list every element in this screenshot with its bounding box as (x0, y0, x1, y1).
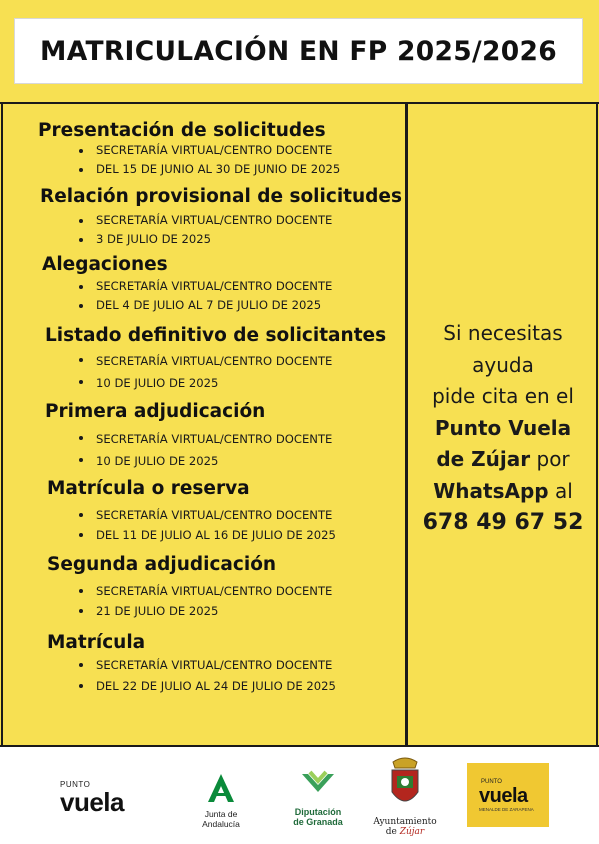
junta-caption: Junta de Andalucía (202, 809, 240, 829)
divider-middle (405, 102, 408, 747)
help-phone[interactable]: 678 49 67 52 (422, 510, 584, 535)
diputacion-icon (288, 768, 348, 802)
section-list (0, 277, 405, 315)
section-presentacion (0, 120, 405, 179)
help-line: Si necesitas (443, 321, 563, 345)
help-line-zujar (410, 444, 596, 476)
section-title: Listado definitivo de solicitantes (45, 325, 387, 346)
section-title: Matrícula o reserva (47, 478, 250, 499)
pv-box-big-text: vuela (479, 785, 528, 807)
coat-of-arms-icon (372, 754, 438, 812)
page-title: MATRICULACIÓN EN FP 2025/2026 (40, 35, 557, 67)
list-item: 21 DE JULIO DE 2025 (76, 601, 405, 621)
ayuntamiento-caption-1: Ayuntamiento (373, 817, 437, 827)
punto-vuela-small-text: PUNTO (60, 780, 91, 789)
help-line: pide cita en el (432, 384, 574, 408)
help-por: por (530, 447, 570, 471)
help-whatsapp: WhatsApp (433, 478, 549, 503)
list-item: DEL 11 DE JULIO AL 16 DE JULIO DE 2025 (76, 525, 405, 545)
section-list (0, 505, 405, 545)
ayuntamiento-caption-2 (372, 827, 438, 837)
divider-top (0, 102, 599, 104)
help-line: ayuda (472, 352, 534, 377)
list-item: 10 DE JULIO DE 2025 (76, 450, 405, 472)
section-title: Matrícula (47, 632, 146, 653)
section-title: Alegaciones (42, 254, 168, 275)
list-item: DEL 15 DE JUNIO AL 30 DE JUNIO DE 2025 (76, 160, 405, 179)
section-list (0, 211, 405, 249)
list-item: SECRETARÍA VIRTUAL/CENTRO DOCENTE (76, 655, 405, 676)
section-list (0, 350, 405, 394)
diputacion-caption-2: de Granada (293, 817, 343, 827)
list-item: SECRETARÍA VIRTUAL/CENTRO DOCENTE (76, 350, 405, 372)
help-al: al (548, 478, 573, 503)
list-item: SECRETARÍA VIRTUAL/CENTRO DOCENTE (76, 141, 405, 160)
list-item: DEL 4 DE JULIO AL 7 DE JULIO DE 2025 (76, 296, 405, 315)
section-relacion-provisional (0, 186, 405, 249)
punto-vuela-logo (60, 780, 124, 815)
section-list (0, 141, 405, 179)
help-line-whatsapp (410, 476, 596, 508)
section-list (0, 655, 405, 697)
punto-vuela-zujar-logo (467, 763, 549, 827)
ayuntamiento-zujar: Zújar (399, 827, 425, 837)
diputacion-caption-1: Diputación (294, 807, 342, 817)
punto-vuela-big-text: vuela (60, 787, 124, 817)
list-item: SECRETARÍA VIRTUAL/CENTRO DOCENTE (76, 581, 405, 601)
section-title: Primera adjudicación (45, 401, 266, 422)
junta-andalucia-logo (186, 772, 256, 829)
help-panel (410, 318, 596, 539)
list-item: SECRETARÍA VIRTUAL/CENTRO DOCENTE (76, 277, 405, 296)
section-title: Relación provisional de solicitudes (40, 186, 402, 207)
list-item: 10 DE JULIO DE 2025 (76, 372, 405, 394)
list-item: SECRETARÍA VIRTUAL/CENTRO DOCENTE (76, 505, 405, 525)
divider-right (596, 102, 598, 747)
list-item: SECRETARÍA VIRTUAL/CENTRO DOCENTE (76, 211, 405, 230)
pv-box-tagline: MENALDE DE ZARAPENA (479, 807, 534, 812)
title-box (14, 18, 583, 84)
junta-andalucia-icon (186, 772, 256, 804)
diputacion-granada-logo (288, 768, 348, 827)
section-segunda-adjudicacion (0, 554, 405, 621)
list-item: DEL 22 DE JULIO AL 24 DE JULIO DE 2025 (76, 676, 405, 697)
list-item: SECRETARÍA VIRTUAL/CENTRO DOCENTE (76, 428, 405, 450)
ayuntamiento-de: de (385, 827, 397, 837)
section-alegaciones (0, 254, 405, 315)
section-title: Segunda adjudicación (47, 554, 277, 575)
list-item: 3 DE JULIO DE 2025 (76, 230, 405, 249)
help-zujar: de Zújar (436, 447, 531, 471)
section-title: Presentación de solicitudes (38, 120, 326, 141)
help-line-punto-vuela: Punto Vuela (434, 415, 572, 440)
ayuntamiento-zujar-logo (372, 754, 438, 837)
section-primera-adjudicacion (0, 401, 405, 472)
section-list (0, 581, 405, 621)
section-matricula (0, 632, 405, 697)
pv-box-small-text: PUNTO (481, 779, 502, 785)
section-listado-definitivo (0, 325, 405, 394)
section-list (0, 428, 405, 472)
section-matricula-reserva (0, 478, 405, 545)
